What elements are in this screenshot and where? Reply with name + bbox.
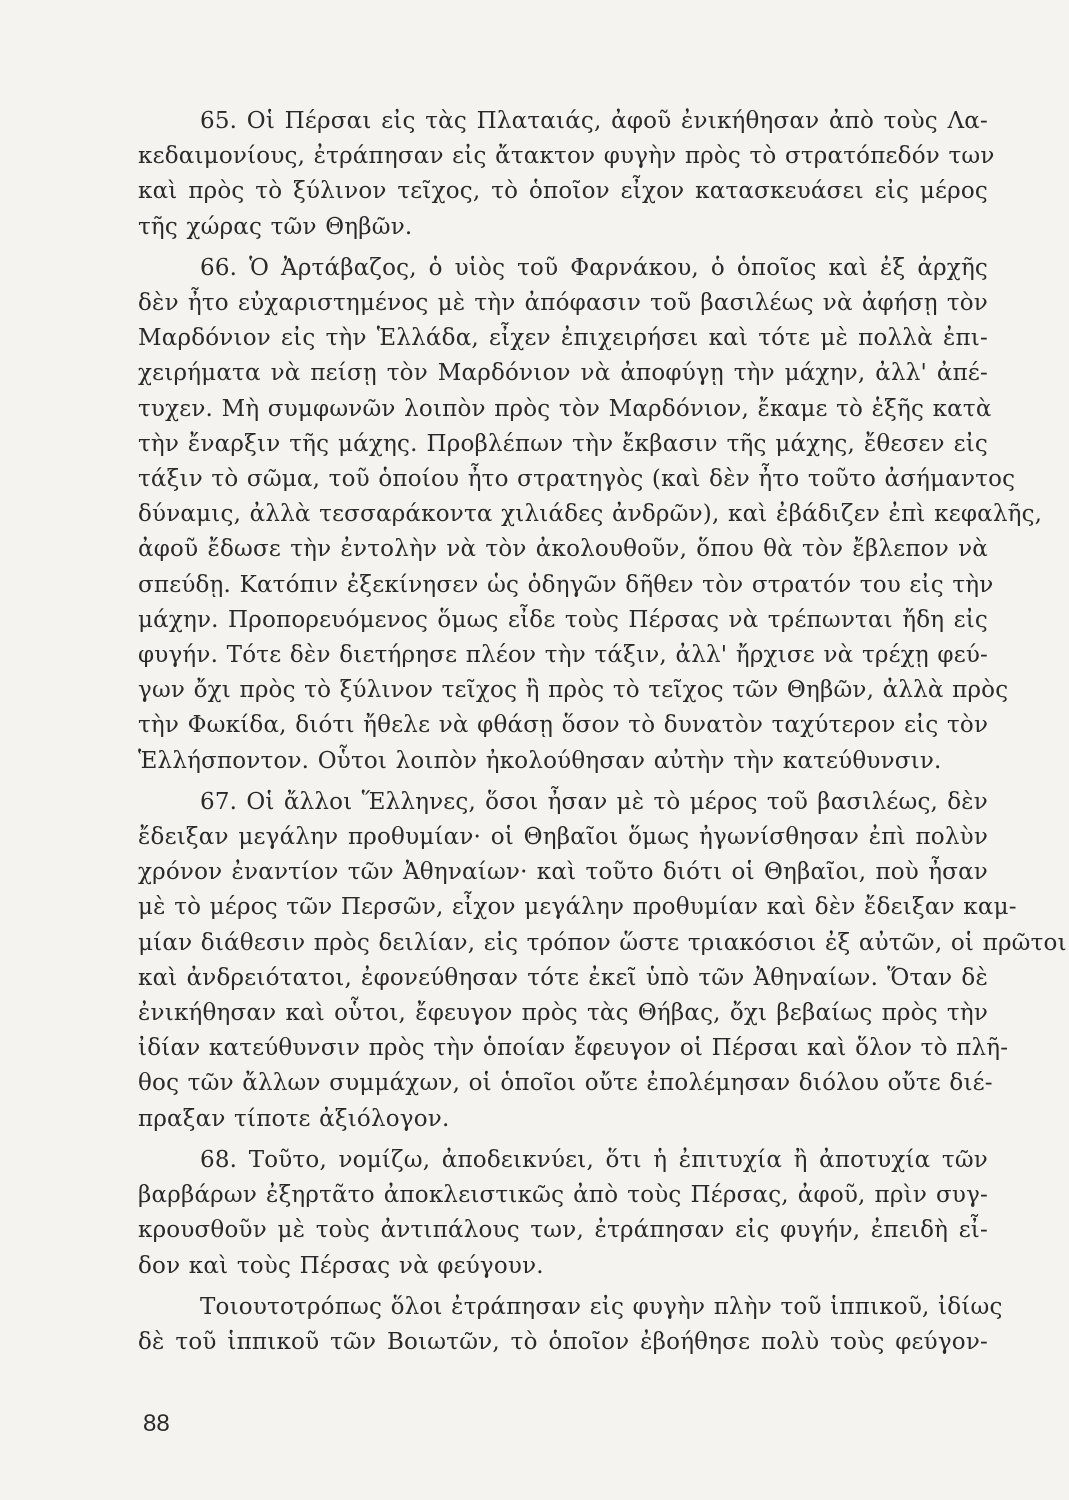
paragraph-p68 xyxy=(138,1143,988,1284)
text-line: τυχεν. Μὴ συμφωνῶν λοιπὸν πρὸς τὸν Μαρδόνιον, ἔκαμε τὸ ἑξῆς κατὰ xyxy=(138,395,992,422)
paragraph-p65 xyxy=(138,104,995,245)
text-line: 68. Τοῦτο, νομίζω, ἀποδεικνύει, ὅτι ἡ ἐπιτυχία ἢ ἀποτυχία τῶν xyxy=(200,1146,988,1173)
text-line: ἰδίαν κατεύθυνσιν πρὸς τὴν ὁποίαν ἔφευγον οἱ Πέρσαι καὶ ὅλον τὸ πλῆ- xyxy=(138,1035,1009,1062)
text-line: ἔδειξαν μεγάλην προθυμίαν· οἱ Θηβαῖοι ὅμως ἠγωνίσθησαν ἐπὶ πολὺν xyxy=(138,824,988,851)
paragraph-p67 xyxy=(138,785,1067,1137)
text-line: δὲν ἦτο εὐχαριστημένος μὲ τὴν ἀπόφασιν τοῦ βασιλέως νὰ ἀφήσῃ τὸν xyxy=(138,290,988,317)
text-line: 67. Οἱ ἄλλοι Ἕλληνες, ὅσοι ἦσαν μὲ τὸ μέρος τοῦ βασιλέως, δὲν xyxy=(200,788,988,815)
text-line: καὶ ἀνδρειότατοι, ἐφονεύθησαν τότε ἐκεῖ ὑπὸ τῶν Ἀθηναίων. Ὅταν δὲ xyxy=(138,964,988,991)
text-line: κρουσθοῦν μὲ τοὺς ἀντιπάλους των, ἐτράπησαν εἰς φυγήν, ἐπειδὴ εἶ- xyxy=(138,1217,988,1244)
text-line: θος τῶν ἄλλων συμμάχων, οἱ ὁποῖοι οὔτε ἐπολέμησαν διόλου οὔτε διέ- xyxy=(138,1070,993,1097)
text-line: μὲ τὸ μέρος τῶν Περσῶν, εἶχον μεγάλην προθυμίαν καὶ δὲν ἔδειξαν καμ- xyxy=(138,894,1017,921)
text-line: Τοιουτοτρόπως ὅλοι ἐτράπησαν εἰς φυγὴν πλὴν τοῦ ἱππικοῦ, ἰδίως xyxy=(200,1293,1003,1320)
text-line: φυγήν. Τότε δὲν διετήρησε πλέον τὴν τάξιν, ἀλλ' ἤρχισε νὰ τρέχῃ φεύ- xyxy=(138,642,988,669)
text-line: βαρβάρων ἐξηρτᾶτο ἀποκλειστικῶς ἀπὸ τοὺς Πέρσας, ἀφοῦ, πρὶν συγ- xyxy=(138,1182,988,1209)
text-line: δὲ τοῦ ἱππικοῦ τῶν Βοιωτῶν, τὸ ὁποῖον ἐβοήθησε πολὺ τοὺς φεύγον- xyxy=(138,1328,988,1355)
text-line: ἀφοῦ ἔδωσε τὴν ἐντολὴν νὰ τὸν ἀκολουθοῦν, ὅπου θὰ τὸν ἔβλεπον νὰ xyxy=(138,536,988,563)
paragraph-p66 xyxy=(138,251,1043,779)
text-line: 65. Οἱ Πέρσαι εἰς τὰς Πλαταιάς, ἀφοῦ ἐνικήθησαν ἀπὸ τοὺς Λα- xyxy=(200,108,988,134)
text-line: καὶ πρὸς τὸ ξύλινον τεῖχος, τὸ ὁποῖον εἶχον κατασκευάσει εἰς μέρος xyxy=(138,178,988,205)
text-line: ἐνικήθησαν καὶ οὗτοι, ἔφευγον πρὸς τὰς Θήβας, ὄχι βεβαίως πρὸς τὴν xyxy=(138,1000,988,1027)
text-line: μίαν διάθεσιν πρὸς δειλίαν, εἰς τρόπον ὥστε τριακόσιοι ἐξ αὐτῶν, οἱ πρῶτοι xyxy=(138,929,1067,956)
text-line: πραξαν τίποτε ἀξιόλογον. xyxy=(138,1105,450,1132)
page-number: 88 xyxy=(143,1410,170,1437)
text-line: 66. Ὁ Ἀρτάβαζος, ὁ υἱὸς τοῦ Φαρνάκου, ὁ ὁποῖος καὶ ἐξ ἀρχῆς xyxy=(200,254,988,281)
text-line: τὴν Φωκίδα, διότι ἤθελε νὰ φθάσῃ ὅσον τὸ δυνατὸν ταχύτερον εἰς τὸν xyxy=(138,712,989,739)
text-line: Ἑλλήσποντον. Οὗτοι λοιπὸν ἠκολούθησαν αὐτὴν τὴν κατεύθυνσιν. xyxy=(138,747,942,774)
text-line: χρόνον ἐναντίον τῶν Ἀθηναίων· καὶ τοῦτο διότι οἱ Θηβαῖοι, ποὺ ἦσαν xyxy=(138,859,988,886)
text-line: Μαρδόνιον εἰς τὴν Ἑλλάδα, εἶχεν ἐπιχειρήσει καὶ τότε μὲ πολλὰ ἐπι- xyxy=(138,325,988,352)
text-line: σπεύδῃ. Κατόπιν ἐξεκίνησεν ὡς ὁδηγῶν δῆθεν τὸν στρατόν του εἰς τὴν xyxy=(138,571,994,598)
text-line: κεδαιμονίους, ἐτράπησαν εἰς ἄτακτον φυγὴν πρὸς τὸ στρατόπεδόν των xyxy=(138,143,995,170)
text-line: μάχην. Προπορευόμενος ὅμως εἶδε τοὺς Πέρσας νὰ τρέπωνται ἤδη εἰς xyxy=(138,606,988,633)
text-line: γων ὄχι πρὸς τὸ ξύλινον τεῖχος ἢ πρὸς τὸ τεῖχος τῶν Θηβῶν, ἀλλὰ πρὸς xyxy=(138,677,1009,704)
text-line: τάξιν τὸ σῶμα, τοῦ ὁποίου ἦτο στρατηγὸς (καὶ δὲν ἦτο τοῦτο ἀσήμαντος xyxy=(138,466,1016,493)
text-line: χειρήματα νὰ πείσῃ τὸν Μαρδόνιον νὰ ἀποφύγῃ τὴν μάχην, ἀλλ' ἀπέ- xyxy=(138,360,988,387)
text-line: τὴν ἔναρξιν τῆς μάχης. Προβλέπων τὴν ἔκβασιν τῆς μάχης, ἔθεσεν εἰς xyxy=(138,430,988,457)
text-line: τῆς χώρας τῶν Θηβῶν. xyxy=(138,213,413,240)
text-line: δον καὶ τοὺς Πέρσας νὰ φεύγουν. xyxy=(138,1252,544,1279)
paragraph-p68b xyxy=(138,1290,1003,1360)
text-line: δύναμις, ἀλλὰ τεσσαράκοντα χιλιάδες ἀνδρῶν), καὶ ἐβάδιζεν ἐπὶ κεφαλῆς, xyxy=(138,501,1043,528)
body-text xyxy=(138,104,1067,1360)
